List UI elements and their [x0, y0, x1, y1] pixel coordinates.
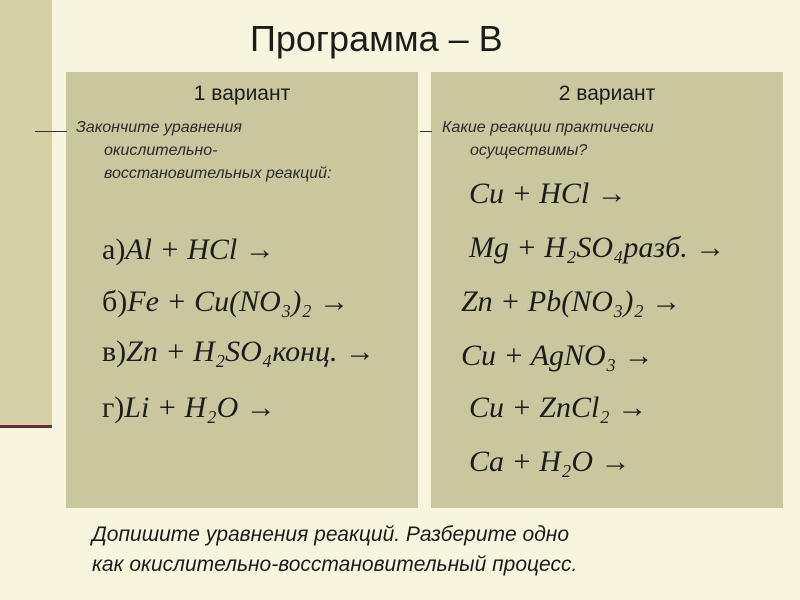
equation-2-1: Cu + HCl → [469, 177, 627, 210]
variant-1-prompt [76, 116, 396, 185]
left-decorative-rule [0, 425, 52, 428]
variant-1-prompt-line-2: окислительно- [104, 142, 218, 159]
footer-line-1: Допишите уравнения реакций. Разберите одно [92, 523, 570, 546]
equation-c [102, 334, 375, 370]
equation-a-prefix: а) [102, 233, 126, 266]
equation-b [102, 284, 349, 320]
variant-1-prompt-line-3: восстановительных реакций: [104, 165, 332, 182]
decorative-dash-1 [35, 131, 67, 132]
variant-1-label: 1 вариант [193, 82, 291, 105]
equation-2-5: Cu + ZnCl₂ → [469, 391, 648, 424]
variant-2-label: 2 вариант [558, 82, 656, 105]
equation-a-body: Al + HCl → [125, 233, 275, 266]
variant-2-prompt-line-2: осуществимы? [470, 142, 588, 159]
equation-c-prefix: в) [102, 335, 127, 368]
left-decorative-strip [0, 0, 52, 425]
equation-c-body: Zn + H₂SO₄конц. → [126, 335, 376, 368]
variant-2-panel [431, 72, 783, 508]
equation-a [102, 232, 275, 268]
decorative-dash-2 [420, 131, 432, 132]
variant-2-prompt [442, 116, 762, 162]
equation-d-body: Li + H₂O → [124, 391, 276, 424]
equation-d [102, 390, 276, 426]
variant-1-panel [66, 72, 418, 508]
equation-2-4: Cu + AgNO₃ → [461, 339, 654, 372]
slide-title: Программа – В [250, 18, 503, 59]
equation-2-3: Zn + Pb(NO₃)₂ → [461, 285, 682, 318]
equation-b-prefix: б) [102, 285, 128, 318]
equation-2-2: Mg + H₂SO₄разб. → [469, 231, 726, 264]
variant-2-prompt-line-1: Какие реакции практически [442, 119, 654, 136]
equation-d-prefix: г) [102, 391, 125, 424]
variant-1-prompt-line-1: Закончите уравнения [76, 119, 242, 136]
footer-instruction [92, 520, 752, 580]
equation-2-6: Ca + H₂O → [469, 445, 631, 478]
footer-line-2: как окислительно-восстановительный процесс. [92, 553, 578, 576]
equation-b-body: Fe + Cu(NO₃)₂ → [127, 285, 350, 318]
